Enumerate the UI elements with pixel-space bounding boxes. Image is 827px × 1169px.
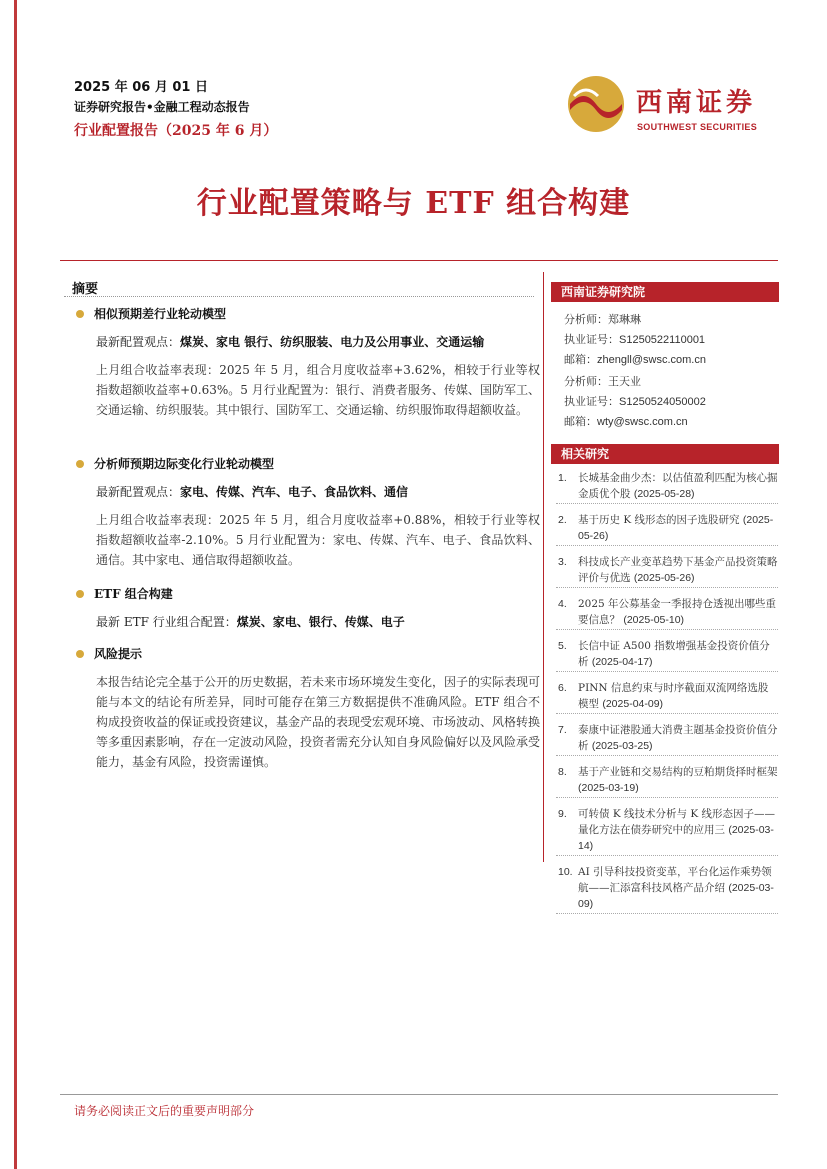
bullet-dot-icon bbox=[76, 460, 84, 468]
section-heading: 分析师预期边际变化行业轮动模型 bbox=[74, 454, 540, 474]
bullet-dot-icon bbox=[76, 310, 84, 318]
list-item[interactable]: 1. 长城基金曲少杰：以估值盈利匹配为核心掘金质优个股 (2025-05-28) bbox=[556, 470, 778, 504]
logo-cn: 西南证券 bbox=[636, 88, 757, 118]
page-edge-rule bbox=[14, 0, 17, 1169]
footer-disclaimer: 请务必阅读正文后的重要声明部分 bbox=[74, 1104, 255, 1118]
institute-heading: 西南证券研究院 bbox=[551, 282, 779, 302]
section-analyst-expectation bbox=[74, 454, 540, 570]
list-item[interactable]: 5. 长信中证 A500 指数增强基金投资价值分析 (2025-04-17) bbox=[556, 638, 778, 672]
list-item[interactable]: 2. 基于历史 K 线形态的因子选股研究 (2025-05-26) bbox=[556, 512, 778, 546]
section-heading: 风险提示 bbox=[74, 644, 540, 664]
section-heading: ETF 组合构建 bbox=[74, 584, 540, 604]
allocation-view: 最新 ETF 行业组合配置：煤炭、家电、银行、传媒、电子 bbox=[96, 615, 405, 629]
list-item[interactable]: 6. PINN 信息约束与时序截面双流网络选股模型 (2025-04-09) bbox=[556, 680, 778, 714]
section-etf bbox=[74, 584, 540, 632]
logo-mark-icon bbox=[566, 74, 626, 134]
report-type: 行业配置报告（2025 年 6 月） bbox=[74, 123, 278, 139]
report-date: 2025 年 06 月 01 日 bbox=[74, 80, 208, 95]
list-item[interactable]: 7. 泰康中证港股通大消费主题基金投资价值分析 (2025-03-25) bbox=[556, 722, 778, 756]
section-similar-expectation bbox=[74, 304, 540, 420]
company-logo bbox=[566, 70, 766, 140]
section-heading: 相似预期差行业轮动模型 bbox=[74, 304, 540, 324]
footer-divider bbox=[60, 1094, 778, 1095]
list-item[interactable]: 4. 2025 年公募基金一季报持仓透视出哪些重要信息？ (2025-05-10) bbox=[556, 596, 778, 630]
page-title: 行业配置策略与 ETF 组合构建 bbox=[196, 186, 631, 221]
abstract-heading: 摘要 bbox=[72, 282, 99, 297]
title-divider bbox=[60, 260, 778, 261]
column-divider bbox=[543, 272, 544, 862]
analyst-block: 分析师：王天业 执业证号：S1250524050002 邮箱：wty@swsc.com.cn bbox=[564, 375, 706, 428]
bullet-dot-icon bbox=[76, 590, 84, 598]
allocation-view: 最新配置观点：家电、传媒、汽车、电子、食品饮料、通信 bbox=[96, 485, 409, 499]
logo-en: SOUTHWEST SECURITIES bbox=[637, 122, 758, 132]
allocation-view: 最新配置观点：煤炭、家电 银行、纺织服装、电力及公用事业、交通运输 bbox=[96, 335, 485, 349]
bullet-dot-icon bbox=[76, 650, 84, 658]
related-research-heading: 相关研究 bbox=[551, 444, 779, 464]
section-body: 本报告结论完全基于公开的历史数据，若未来市场环境发生变化，因子的实际表现可能与本文的结论有所差异，同时可能存在第三方数据提供不准确风险。ETF 组合不构成投资收益的保证或投资建议，基金产品的表现受宏观环境、市场波动、风格转换等多重因素影响，存在一定波动风险，投资者需充分认知自身风险偏好以及风险承受能力，基金有风险，投资需谨慎。 bbox=[96, 675, 541, 769]
related-research-list bbox=[556, 470, 778, 922]
list-item[interactable]: 9. 可转债 K 线技术分析与 K 线形态因子——量化方法在债券研究中的应用三 (2025-03-14) bbox=[556, 806, 778, 856]
list-item[interactable]: 3. 科技成长产业变革趋势下基金产品投资策略评价与优选 (2025-05-26) bbox=[556, 554, 778, 588]
analyst-block: 分析师：郑琳琳 执业证号：S1250522110001 邮箱：zhengll@swsc.com.cn bbox=[564, 313, 706, 366]
section-body: 上月组合收益率表现：2025 年 5 月，组合月度收益率+0.88%，相较于行业等权指数超额收益率-2.10%。5 月行业配置为：家电、传媒、汽车、电子、食品饮料、通信。其中家电、通信取得超额收益。 bbox=[96, 513, 540, 567]
list-item[interactable]: 8. 基于产业链和交易结构的豆粕期货择时框架 (2025-03-19) bbox=[556, 764, 778, 798]
abstract-divider bbox=[64, 296, 534, 297]
section-body: 上月组合收益率表现：2025 年 5 月，组合月度收益率+3.62%，相较于行业等权指数超额收益率+0.63%。5 月行业配置为：银行、消费者服务、传媒、国防军工、交通运输、纺织服装。其中银行、国防军工、交通运输、纺织服饰取得超额收益。 bbox=[96, 363, 540, 417]
analyst-email[interactable]: wty@swsc.com.cn bbox=[597, 416, 688, 428]
analyst-email[interactable]: zhengll@swsc.com.cn bbox=[597, 354, 706, 366]
list-item[interactable]: 10. AI 引导科技投资变革，平台化运作乘势领航——汇添富科技风格产品介绍 (2025-03-09) bbox=[556, 864, 778, 914]
section-risk bbox=[74, 644, 540, 772]
report-series: 证券研究报告•金融工程动态报告 bbox=[74, 100, 250, 114]
